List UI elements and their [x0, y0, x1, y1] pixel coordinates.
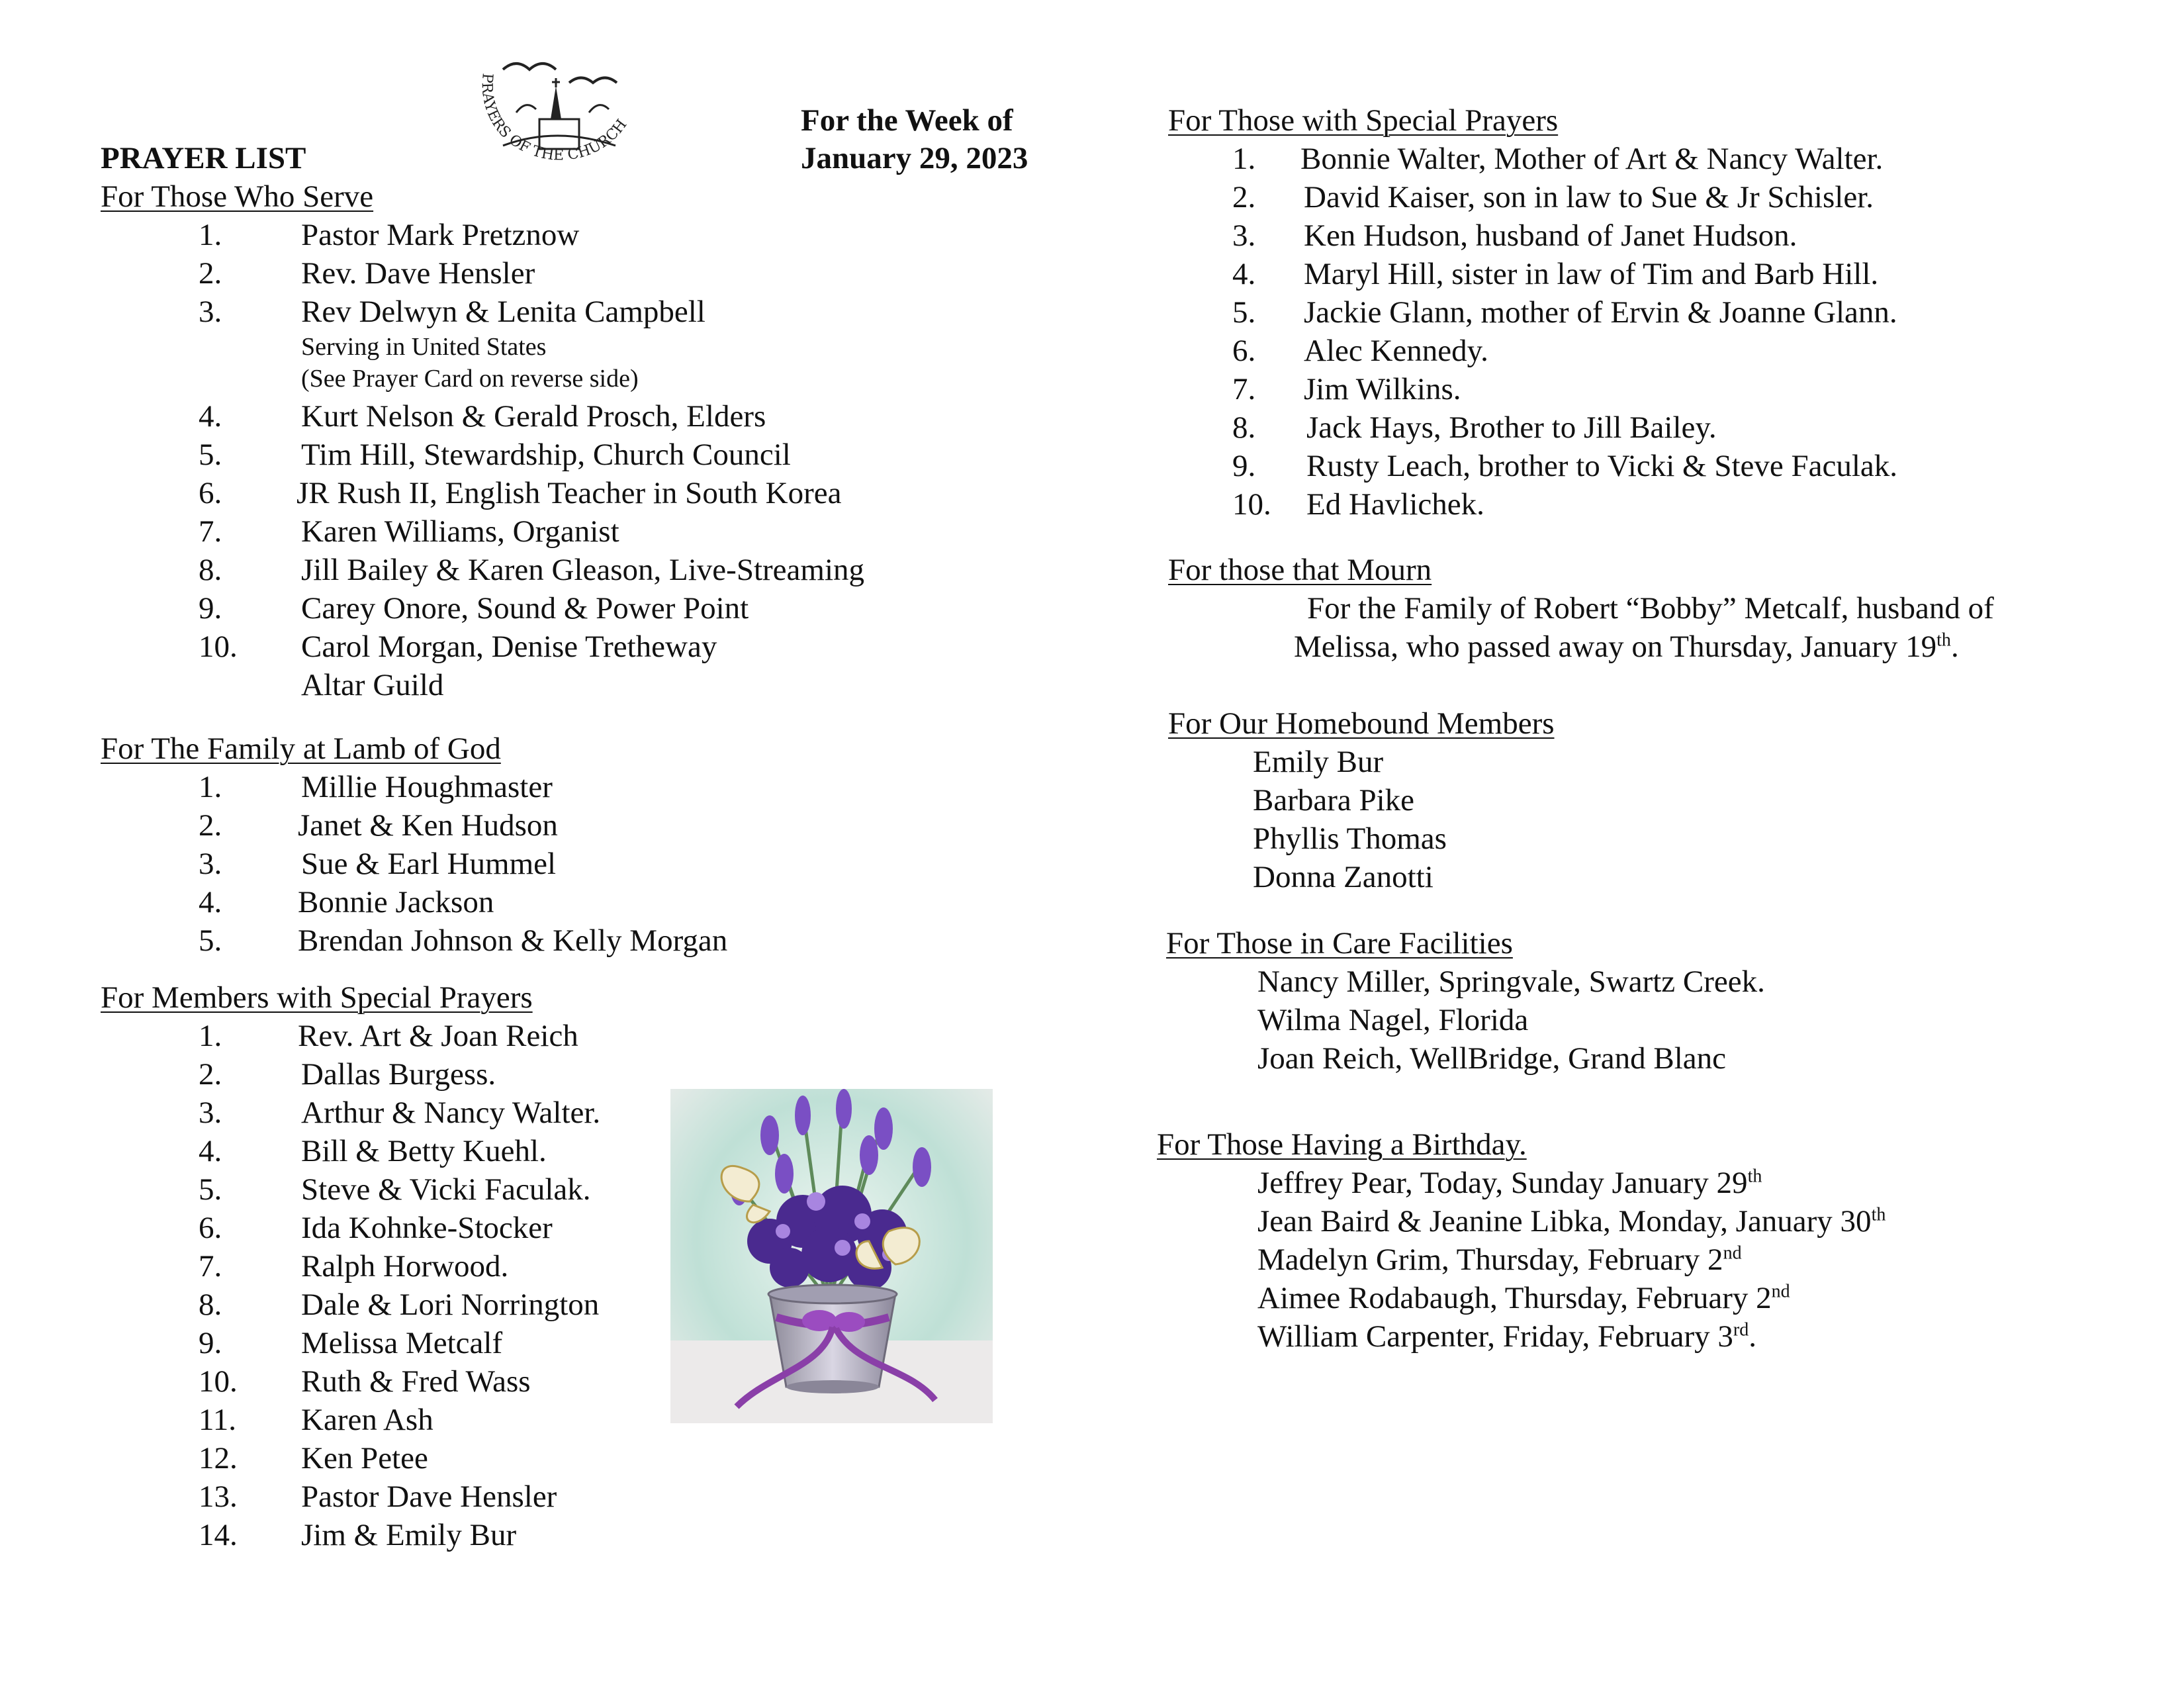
lavender-bouquet-illustration [670, 1089, 993, 1423]
list-item-continuation: Altar Guild [301, 668, 444, 702]
list-item: 6. Ida Kohnke-Stocker [199, 1211, 553, 1245]
list-item: Emily Bur [1253, 745, 1384, 779]
list-item: 8. Jill Bailey & Karen Gleason, Live-Streaming [199, 553, 865, 587]
list-item: Phyllis Thomas [1253, 821, 1447, 856]
list-item: 8. Dale & Lori Norrington [199, 1288, 600, 1322]
week-date: January 29, 2023 [801, 141, 1028, 175]
list-item: 1. Pastor Mark Pretznow [199, 218, 580, 252]
list-item: Jean Baird & Jeanine Libka, Monday, January 30th [1257, 1204, 1886, 1239]
mourn-line: For the Family of Robert “Bobby” Metcalf, husband of [1307, 591, 1994, 626]
list-item: 10. Carol Morgan, Denise Tretheway [199, 630, 717, 664]
list-item-note: (See Prayer Card on reverse side) [301, 365, 639, 393]
family-heading: For The Family at Lamb of God [101, 731, 501, 766]
list-item: 5. Steve & Vicki Faculak. [199, 1172, 591, 1207]
list-item: 1. Bonnie Walter, Mother of Art & Nancy Walter. [1232, 142, 1884, 176]
prayers-of-the-church-logo [463, 46, 662, 192]
list-item: 2. David Kaiser, son in law to Sue & Jr Schisler. [1232, 180, 1874, 214]
list-item: 1. Rev. Art & Joan Reich [199, 1019, 578, 1053]
care-heading: For Those in Care Facilities [1166, 926, 1513, 961]
list-item: Donna Zanotti [1253, 860, 1433, 894]
week-label: For the Week of [801, 103, 1013, 138]
list-item: 4. Kurt Nelson & Gerald Prosch, Elders [199, 399, 766, 434]
list-item: 3. Rev Delwyn & Lenita Campbell [199, 295, 705, 329]
list-item: 6. Alec Kennedy. [1232, 334, 1488, 368]
list-item: 10. Ed Havlichek. [1232, 487, 1484, 522]
list-item: 2. Janet & Ken Hudson [199, 808, 558, 843]
list-item: Aimee Rodabaugh, Thursday, February 2nd [1257, 1281, 1790, 1315]
list-item: 3. Arthur & Nancy Walter. [199, 1096, 601, 1130]
list-item: Madelyn Grim, Thursday, February 2nd [1257, 1243, 1742, 1277]
list-item: 5. Jackie Glann, mother of Ervin & Joanne Glann. [1232, 295, 1897, 330]
list-item: 7. Jim Wilkins. [1232, 372, 1461, 406]
list-item: 8. Jack Hays, Brother to Jill Bailey. [1232, 410, 1717, 445]
list-item: 7. Ralph Horwood. [199, 1249, 509, 1284]
list-item: 10. Ruth & Fred Wass [199, 1364, 531, 1399]
list-item: 4. Bonnie Jackson [199, 885, 494, 919]
list-item: 5. Tim Hill, Stewardship, Church Council [199, 438, 791, 472]
homebound-heading: For Our Homebound Members [1168, 706, 1555, 741]
list-item: William Carpenter, Friday, February 3rd. [1257, 1319, 1756, 1354]
mourn-line: Melissa, who passed away on Thursday, January 19th. [1294, 630, 1959, 664]
serve-heading: For Those Who Serve [101, 179, 374, 214]
birthday-heading: For Those Having a Birthday. [1157, 1127, 1527, 1162]
list-item: Jeffrey Pear, Today, Sunday January 29th [1257, 1166, 1762, 1200]
list-item: Joan Reich, WellBridge, Grand Blanc [1257, 1041, 1727, 1076]
list-item: 9. Rusty Leach, brother to Vicki & Steve Faculak. [1232, 449, 1898, 483]
list-item: 11. Karen Ash [199, 1403, 433, 1437]
page-title: PRAYER LIST [101, 141, 306, 175]
list-item: 3. Sue & Earl Hummel [199, 847, 557, 881]
list-item: 7. Karen Williams, Organist [199, 514, 619, 549]
list-item: 5. Brendan Johnson & Kelly Morgan [199, 923, 728, 958]
list-item: 1. Millie Houghmaster [199, 770, 553, 804]
list-item: 3. Ken Hudson, husband of Janet Hudson. [1232, 218, 1797, 253]
list-item: Barbara Pike [1253, 783, 1415, 818]
list-item: Wilma Nagel, Florida [1257, 1003, 1529, 1037]
list-item: 9. Carey Onore, Sound & Power Point [199, 591, 749, 626]
list-item: 4. Bill & Betty Kuehl. [199, 1134, 547, 1168]
list-item: 6. JR Rush II, English Teacher in South Korea [199, 476, 842, 510]
special-prayers-heading: For Those with Special Prayers [1168, 103, 1559, 138]
list-item-note: Serving in United States [301, 333, 547, 361]
list-item: 13. Pastor Dave Hensler [199, 1479, 557, 1514]
list-item: Nancy Miller, Springvale, Swartz Creek. [1257, 964, 1765, 999]
list-item: 2. Rev. Dave Hensler [199, 256, 535, 291]
list-item: 9. Melissa Metcalf [199, 1326, 503, 1360]
logo-text: PRAYERS OF THE CHURCH [478, 72, 631, 164]
list-item: 14. Jim & Emily Bur [199, 1518, 517, 1552]
members-heading: For Members with Special Prayers [101, 980, 533, 1015]
mourn-heading: For those that Mourn [1168, 553, 1432, 587]
list-item: 12. Ken Petee [199, 1441, 428, 1476]
list-item: 2. Dallas Burgess. [199, 1057, 496, 1092]
list-item: 4. Maryl Hill, sister in law of Tim and Barb Hill. [1232, 257, 1879, 291]
